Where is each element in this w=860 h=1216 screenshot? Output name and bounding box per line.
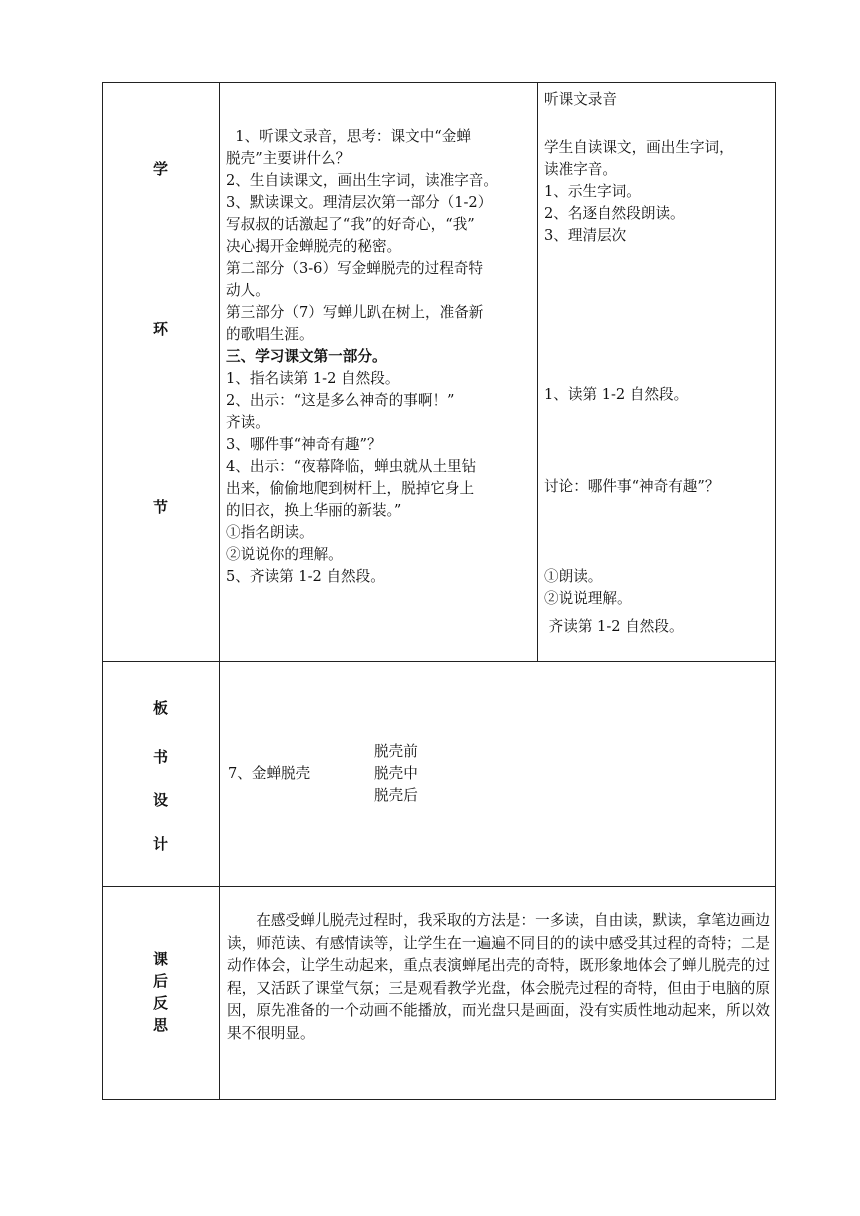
lesson-plan-table (102, 82, 776, 1100)
student-line: 1、读第 1-2 自然段。 (544, 386, 689, 403)
student-line: ②说说理解。 (544, 590, 632, 607)
label-board-3: 设 (152, 791, 168, 809)
teacher-line: 3、哪件事“神奇有趣”？ (226, 436, 382, 453)
label-board-2: 书 (152, 748, 168, 766)
student-line: 学生自读课文，画出生字词， (544, 139, 734, 156)
teacher-line: 决心揭开金蝉脱壳的秘密。 (226, 238, 402, 255)
label-learning-1: 学 (152, 160, 168, 178)
teacher-line: 动人。 (226, 282, 270, 299)
student-line: 读准字音。 (544, 161, 617, 178)
label-reflection-3: 反 (152, 994, 168, 1012)
teacher-line: 出来，偷偷地爬到树杆上，脱掉它身上 (226, 480, 475, 497)
label-reflection-1: 课 (152, 950, 168, 968)
teacher-line: 齐读。 (226, 414, 270, 431)
row-divider-2 (102, 886, 776, 887)
student-line: ①朗读。 (544, 568, 603, 585)
label-reflection-4: 思 (152, 1016, 168, 1034)
teacher-line: 5、齐读第 1-2 自然段。 (226, 568, 385, 585)
table-border-bottom (102, 1099, 776, 1100)
teacher-line: 3、默读课文。理清层次第一部分（1-2） (226, 194, 493, 211)
board-title: 7、金蝉脱壳 (228, 765, 311, 782)
teacher-line: 2、生自读课文，画出生字词，读准字音。 (226, 172, 498, 189)
teacher-line: 第三部分（7）写蝉儿趴在树上，准备新 (226, 304, 484, 321)
label-board-4: 计 (152, 835, 168, 853)
label-learning-3: 节 (152, 498, 168, 516)
label-learning-2: 环 (152, 320, 168, 338)
board-item: 脱壳中 (374, 765, 418, 782)
student-line: 齐读第 1-2 自然段。 (544, 618, 684, 635)
teacher-line: 1、指名读第 1-2 自然段。 (226, 370, 400, 387)
teacher-line: 第二部分（3-6）写金蝉脱壳的过程奇特 (226, 260, 484, 277)
teacher-line: 写叔叔的话激起了“我”的好奇心，“我” (226, 216, 475, 233)
teacher-line: ①指名朗读。 (226, 524, 314, 541)
teacher-line: 的旧衣，换上华丽的新装。” (226, 502, 402, 519)
teacher-line: 的歌唱生涯。 (226, 326, 314, 343)
row-divider-1 (102, 661, 776, 662)
student-line: 1、示生字词。 (544, 183, 641, 200)
student-line: 3、理清层次 (544, 227, 627, 244)
label-board-1: 板 (152, 699, 168, 717)
table-border-right (775, 82, 776, 1100)
reflection-paragraph: 在感受蝉儿脱壳过程时，我采取的方法是：一多读，自由读，默读，拿笔边画边读，师范读、有感情读等，让学生在一遍遍不同目的的读中感受其过程的奇特；二是动作体会，让学生动起来，重点表演蝉尾出壳的奇特，既形象地体会了蝉儿脱壳的过程，又活跃了课堂气氛；三是观看教学光盘，体会脱壳过程的奇特，但由于电脑的原因，原先准备的一个动画不能播放，而光盘只是画面，没有实质性地动起来，所以效果不很明显。 (227, 912, 770, 1042)
label-reflection-2: 后 (152, 972, 168, 990)
student-column-divider (537, 82, 538, 661)
section-heading: 三、学习课文第一部分。 (226, 348, 387, 365)
teacher-line: 2、出示：“这是多么神奇的事啊！” (226, 392, 455, 409)
teacher-line: 脱壳”主要讲什么？ (226, 150, 351, 167)
teacher-line: 4、出示：“夜幕降临，蝉虫就从土里钻 (226, 458, 477, 475)
teacher-line: 1、听课文录音，思考：课文中“金蝉 (226, 128, 471, 145)
teacher-line: ②说说你的理解。 (226, 546, 343, 563)
student-line: 讨论：哪件事“神奇有趣”？ (544, 478, 720, 495)
table-border-top (102, 82, 776, 83)
label-column-divider (219, 82, 220, 1100)
board-item: 脱壳后 (374, 787, 418, 804)
board-item: 脱壳前 (374, 743, 418, 760)
student-line: 听课文录音 (544, 91, 617, 108)
student-line: 2、名逐自然段朗读。 (544, 205, 685, 222)
